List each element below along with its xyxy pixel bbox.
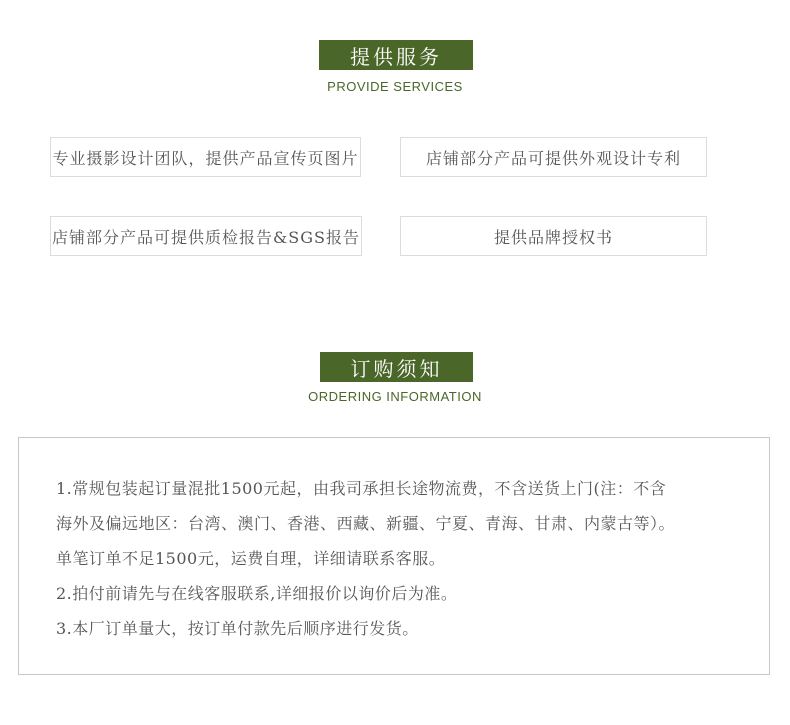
service-item-photography	[50, 137, 361, 177]
ordering-section-subtitle: ORDERING INFORMATION	[308, 389, 482, 404]
service-item-design-patent	[400, 137, 707, 177]
ordering-note-line: 2.拍付前请先与在线客服联系,详细报价以询价后为准。	[56, 584, 458, 603]
service-item-label: 专业摄影设计团队，提供产品宣传页图片	[52, 148, 359, 168]
ordering-note-line: 3.本厂订单量大，按订单付款先后顺序进行发货。	[56, 619, 419, 638]
ordering-note-line: 1.常规包装起订量混批1500元起，由我司承担长途物流费，不含送货上门(注：不含	[56, 479, 667, 498]
services-banner-title: 提供服务	[350, 46, 442, 69]
ordering-banner-title: 订购须知	[350, 358, 443, 381]
ordering-notes-box	[18, 437, 770, 675]
services-section-subtitle: PROVIDE SERVICES	[327, 79, 463, 94]
service-item-label: 提供品牌授权书	[493, 227, 613, 247]
ordering-note-line: 单笔订单不足1500元，运费自理，详细请联系客服。	[56, 549, 446, 568]
service-item-quality-report	[50, 216, 362, 256]
ordering-note-line: 海外及偏远地区：台湾、澳门、香港、西藏、新疆、宁夏、青海、甘肃、内蒙古等）。	[56, 514, 676, 533]
ordering-section-banner	[320, 352, 473, 382]
service-item-label: 店铺部分产品可提供质检报告&SGS报告	[52, 227, 360, 247]
service-item-label: 店铺部分产品可提供外观设计专利	[425, 148, 681, 168]
services-section-banner	[319, 40, 473, 70]
service-item-brand-authorization	[400, 216, 707, 256]
